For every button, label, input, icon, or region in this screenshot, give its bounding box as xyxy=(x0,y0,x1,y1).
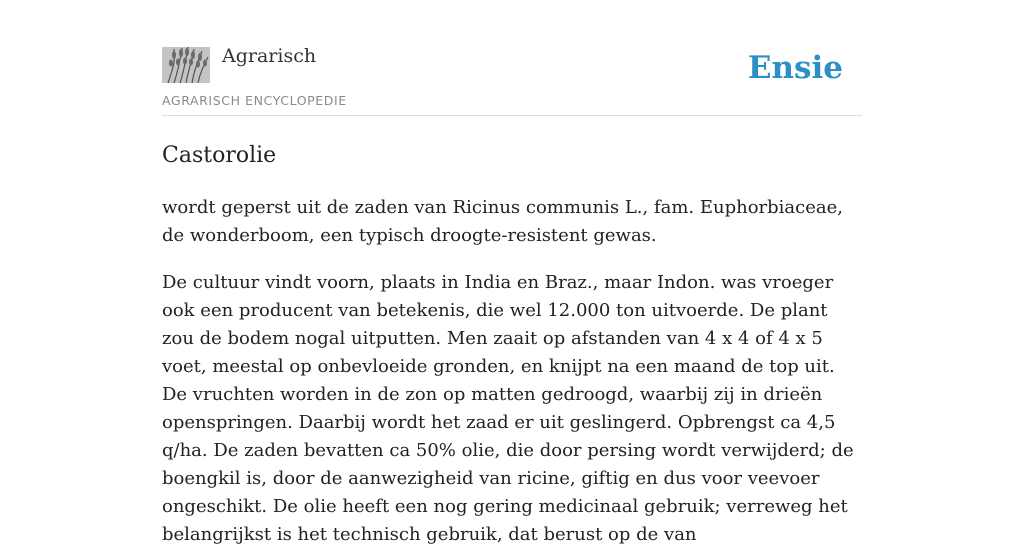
source-avatar[interactable] xyxy=(162,47,210,83)
brand-logo-link[interactable]: Ensie xyxy=(747,50,843,86)
source-subtitle: AGRARISCH ENCYCLOPEDIE xyxy=(162,93,347,108)
page-header xyxy=(162,0,862,116)
article-paragraph: De cultuur vindt voorn, plaats in India en Braz., maar Indon. was vroeger ook een producent van betekenis, die wel 12.000 ton uitvoerde. De plant zou de bodem nogal uitputten. Men zaait op afstanden van 4 x 4 of 4 x 5 voet, meestal op onbevloeide gronden, en knijpt na een maand de top uit. De vruchten worden in de zon op matten gedroogd, waarbij zij in drieën openspringen. Daarbij wordt het zaad er uit geslingerd. Opbrengst ca 4,5 q/ha. De zaden bevatten ca 50% olie, die door persing wordt verwijderd; de boengkil is, door de aanwezigheid van ricine, giftig en dus voor veevoer ongeschikt. De olie heeft een nog gering medicinaal gebruik; verreweg het belangrijkst is het technisch gebruik, dat berust op de van xyxy=(162,272,854,545)
content-container xyxy=(162,0,862,549)
article-title: Castorolie xyxy=(162,143,277,168)
article-paragraph: wordt geperst uit de zaden van Ricinus communis L., fam. Euphorbiaceae, de wonderboom, een typisch droogte-resistent gewas. xyxy=(162,197,844,246)
source-name-link[interactable]: Agrarisch xyxy=(222,45,317,67)
wheat-ears-icon xyxy=(162,47,210,83)
